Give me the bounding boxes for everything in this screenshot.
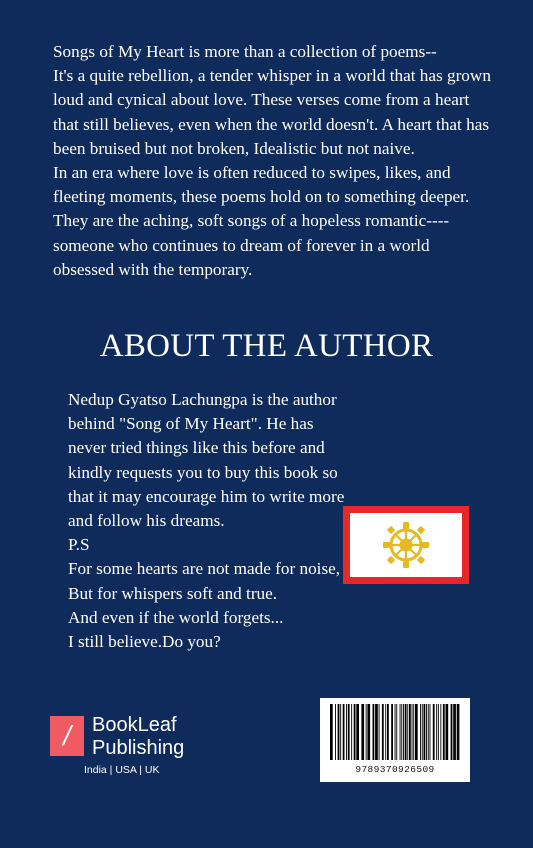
publisher-logo <box>50 712 220 782</box>
poem-line-3: And even if the world forgets... <box>68 607 284 627</box>
blurb <box>53 40 493 282</box>
publisher-countries: India | USA | UK <box>84 764 160 776</box>
publisher-mark <box>50 716 84 756</box>
slash-mark: / <box>63 720 71 751</box>
isbn-barcode <box>320 698 470 782</box>
sikkim-flag <box>343 506 469 584</box>
blurb-paragraph-2: In an era where love is often reduced to swipes, likes, and fleeting moments, these poems hold on to something deeper. They are the aching, soft songs of a hopeless romantic----someone who continues to dream of forever in a world obsessed with the temporary. <box>53 163 470 279</box>
author-bio-text: Nedup Gyatso Lachungpa is the author behind "Song of My Heart". He has never tried things like this before and kindly requests you to buy this book so that it may encourage him to write more and follow his dreams. <box>68 390 345 531</box>
author-bio <box>68 388 348 654</box>
poem-line-1: For some hearts are not made for noise, <box>68 559 341 579</box>
blurb-paragraph-1: Songs of My Heart is more than a collection of poems-- It's a quite rebellion, a tender whisper in a world that has grown loud and cynical about love. These verses come from a heart that still believes, even when the world doesn't. A heart that has been bruised but not broken, Idealistic but not naive. <box>53 42 491 158</box>
barcode-bars <box>328 704 462 762</box>
flag-field <box>350 513 462 577</box>
dharma-wheel-icon <box>380 519 432 571</box>
ps-label: P.S <box>68 535 90 555</box>
isbn-number: 9789370926509 <box>355 764 435 775</box>
publisher-name-line2: Publishing <box>92 737 185 759</box>
poem-line-4: I still believe.Do you? <box>68 632 221 652</box>
publisher-name-line1: BookLeaf <box>92 714 177 736</box>
poem-line-2: But for whispers soft and true. <box>68 583 278 603</box>
about-author-heading: ABOUT THE AUTHOR <box>99 328 434 364</box>
